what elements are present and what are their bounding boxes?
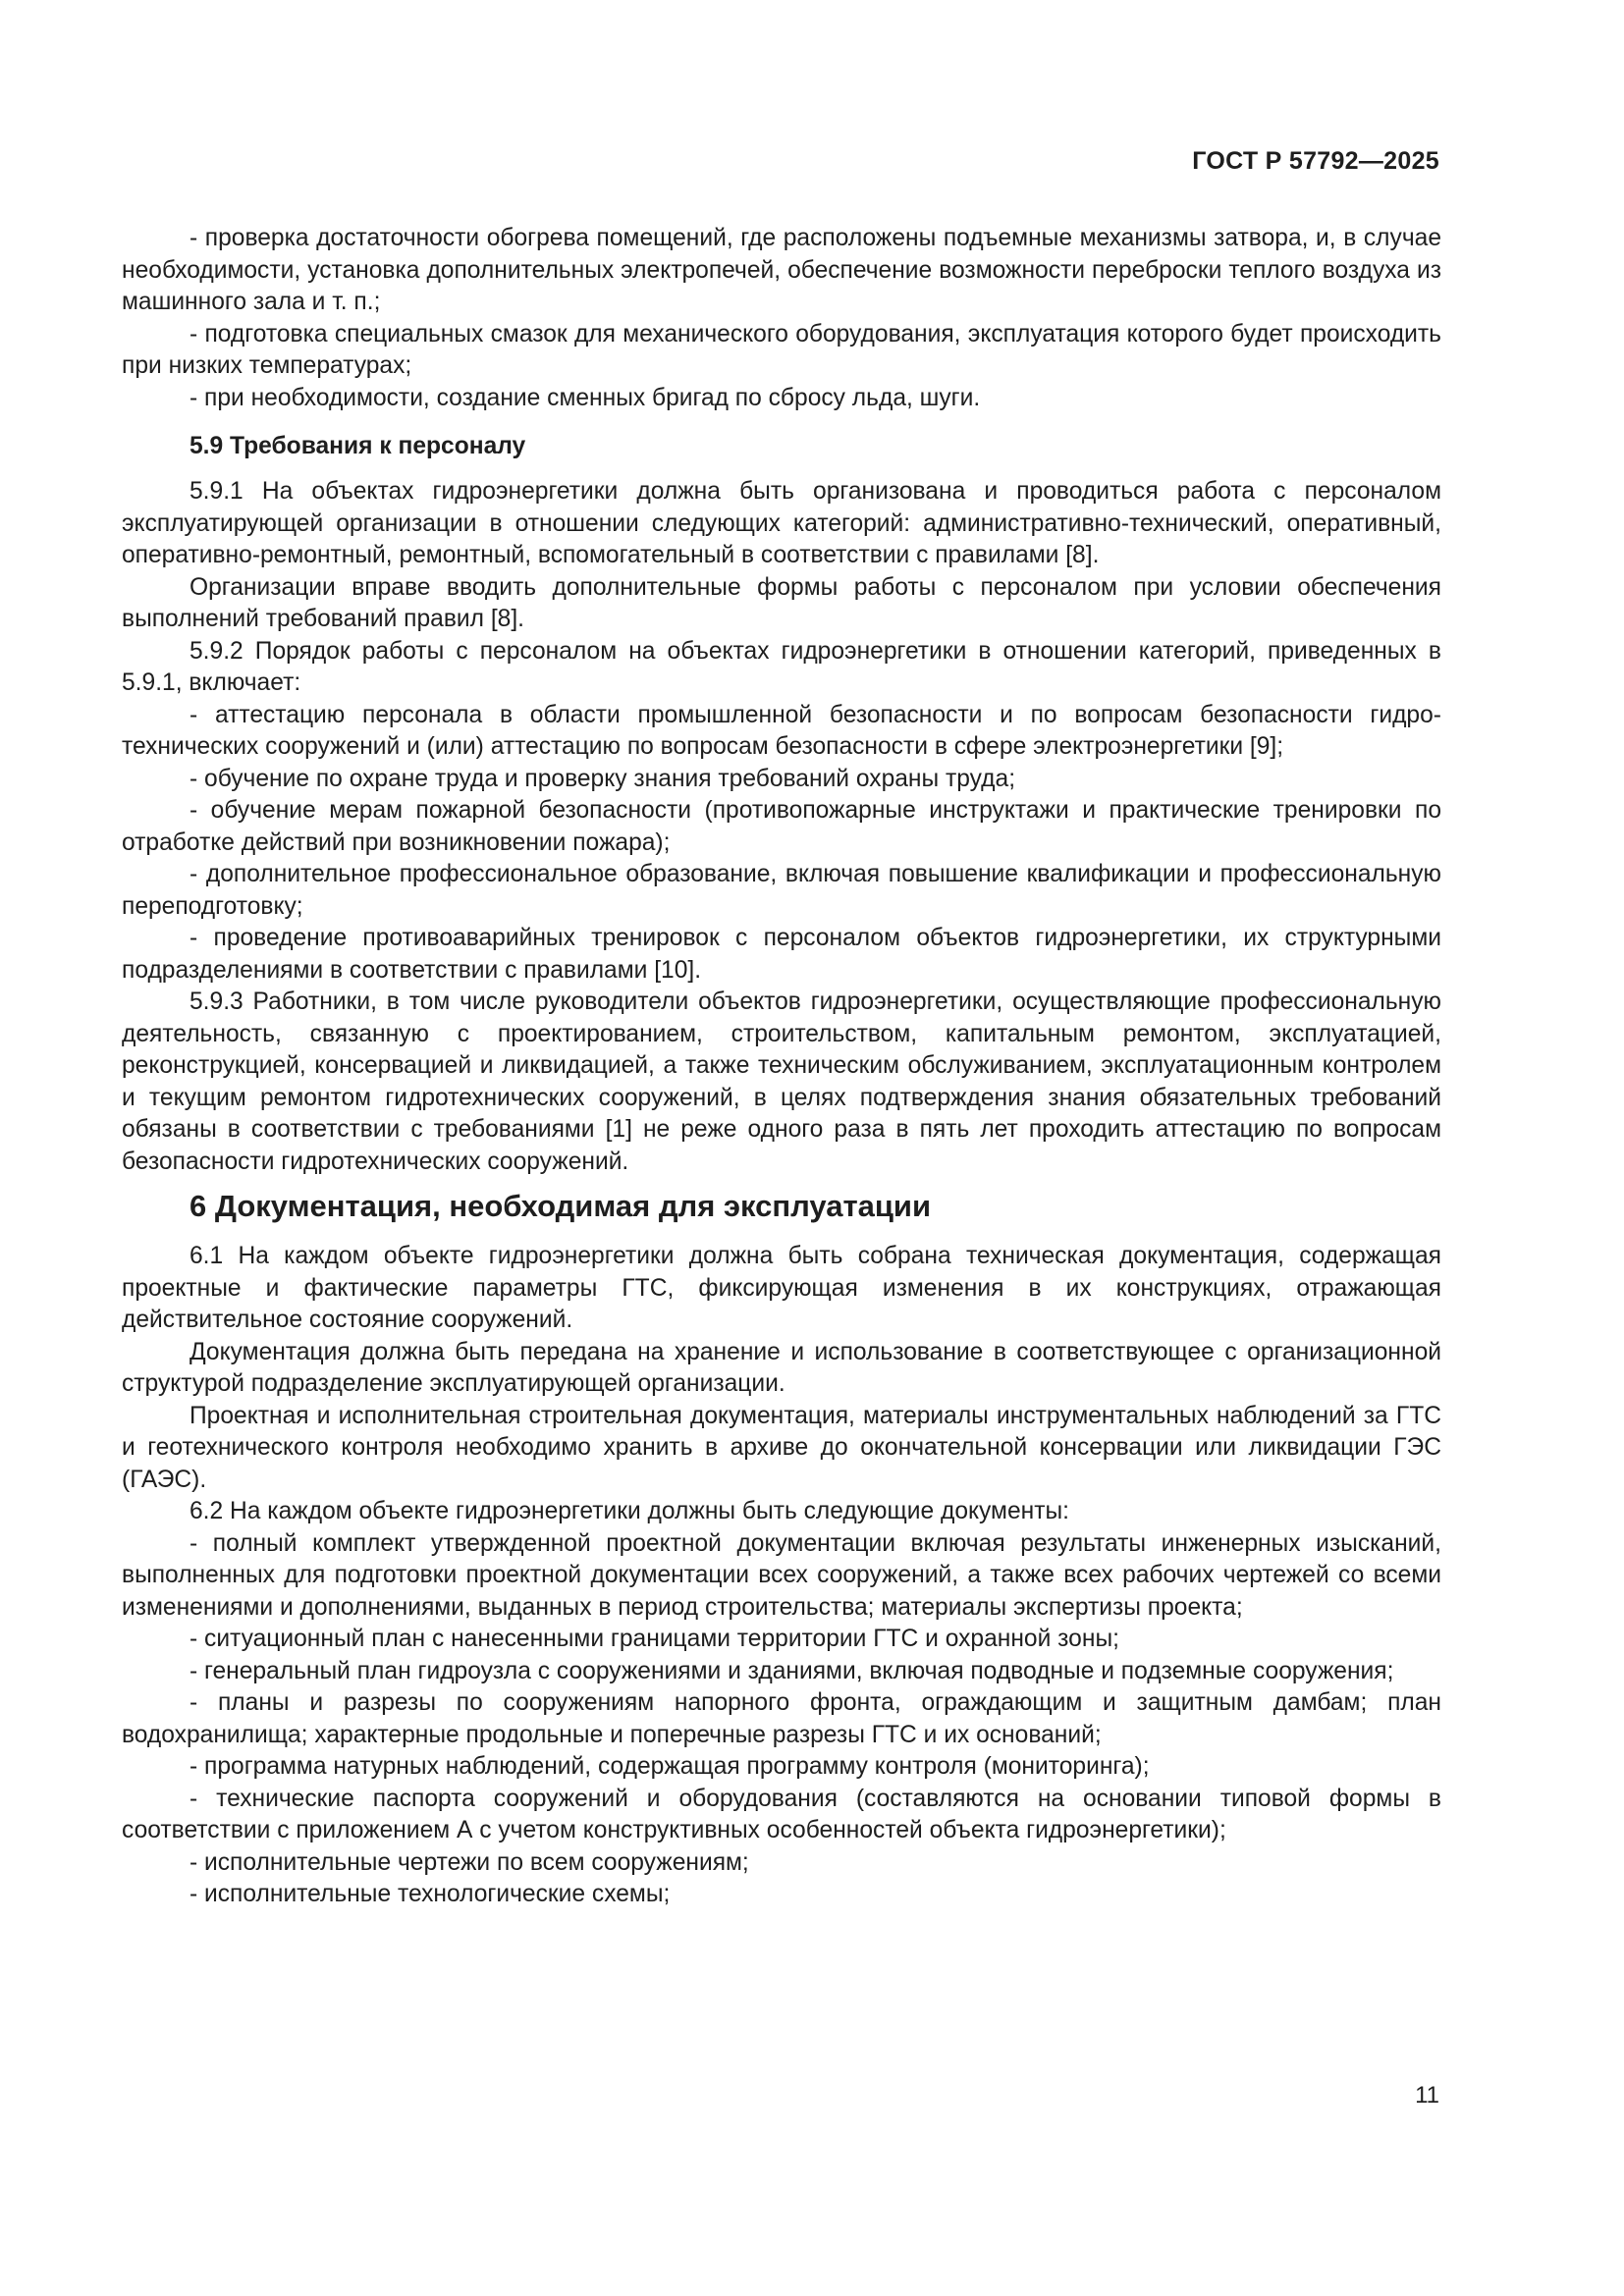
paragraph: - программа натурных наблюдений, содержащая программу контроля (мониторинга); (189, 1753, 1150, 1780)
paragraph: - проведение противоаварийных тренировок с персоналом объектов гидроэнергетики, их структурными подразделениями в соответствии с правилами [10]. (122, 925, 1441, 984)
paragraph: - обучение по охране труда и проверку знания требований охраны труда; (189, 765, 1016, 792)
paragraph: - обучение мерам пожарной безопасности (противопожарные инструктажи и практические тренировки по отработке действий при возникновении пожара); (122, 797, 1441, 856)
paragraph: Проектная и исполнительная строительная документация, материалы инструментальных наблюдений за ГТС и геотехнического контроля необходимо хранить в архиве до окончательной консервации или ликвидации ГЭС (ГАЭС). (122, 1402, 1441, 1493)
section-6-heading: 6 Документация, необходимая для эксплуатации (189, 1189, 932, 1223)
section-5-9-heading: 5.9 Требования к персоналу (189, 433, 526, 459)
paragraph: 6.2 На каждом объекте гидроэнергетики должны быть следующие документы: (189, 1498, 1069, 1524)
paragraph: - дополнительное профессиональное образование, включая повышение квалификации и профессиональную переподготовку; (122, 861, 1441, 920)
paragraph: 6.1 На каждом объекте гидроэнергетики должна быть собрана техническая документация, содержащая проектные и фактические параметры ГТС, фиксирующая изменения в их конструкциях, отражающая действительное состояние сооружений. (122, 1243, 1441, 1333)
paragraph: - при необходимости, создание сменных бригад по сбросу льда, шуги. (189, 384, 981, 411)
page-number: 11 (1415, 2082, 1439, 2109)
paragraph: - исполнительные технологические схемы; (189, 1881, 671, 1907)
paragraph: - аттестацию персонала в области промышленной безопасности и по вопросам безопасности гидротехнических сооружений и (или) аттестацию по вопросам безопасности в сфере электроэнергетики [9]; (122, 701, 1441, 760)
standard-number-header: ГОСТ Р 57792—2025 (1192, 147, 1439, 175)
paragraph: - исполнительные чертежи по всем сооружениям; (189, 1848, 749, 1876)
paragraph: - планы и разрезы по сооружениям напорного фронта, ограждающим и защитным дамбам; план водохранилища; характерные продольные и поперечные разрезы ГТС и их оснований; (122, 1689, 1441, 1748)
paragraph: 5.9.3 Работники, в том числе руководители объектов гидроэнергетики, осуществляющие профессиональную деятельность, связанную с проектированием, строительством, капитальным ремонтом, эксплуатацией, реконструкцией, консервацией и ликвидацией, а также техническим обслуживанием, эксплуатационным контролем и текущим ремонтом гидротехнических сооружений, в целях подтверждения знания обязательных требований обязаны в соответствии с требованиями [1] не реже одного раза в пять лет проходить аттестацию по вопросам безопасности гидротехнических сооружений. (122, 988, 1441, 1175)
paragraph: - генеральный план гидроузла с сооружениями и зданиями, включая подводные и подземные сооружения; (189, 1657, 1394, 1684)
paragraph: 5.9.2 Порядок работы с персоналом на объектах гидроэнергетики в отношении категорий, приведенных в 5.9.1, включает: (122, 637, 1441, 696)
paragraph: Организации вправе вводить дополнительные формы работы с персоналом при условии обеспечения выполнений требований правил [8]. (122, 573, 1441, 632)
paragraph: - полный комплект утвержденной проектной документации включая результаты инженерных изысканий, выполненных для подготовки проектной документации всех сооружений, а также всех рабочих чертежей со всеми изменениями и дополнениями, выданных в период строительства; материалы экспертизы проекта; (122, 1529, 1441, 1621)
paragraph: 5.9.1 На объектах гидроэнергетики должна быть организована и проводиться работа с персоналом эксплуатирующей организации в отношении следующих категорий: административно-технический, оперативный, оперативно-ремонтный, ремонтный, вспомогательный в соответствии с правилами [8]. (122, 478, 1441, 568)
paragraph: - ситуационный план с нанесенными границами территории ГТС и охранной зоны; (189, 1626, 1119, 1652)
paragraph: - проверка достаточности обогрева помещений, где расположены подъемные механизмы затвора, и, в случае необходимости, установка дополнительных электропечей, обеспечение возможности переброски теплого воздуха из машинного зала и т. п.; (122, 225, 1441, 315)
paragraph: - подготовка специальных смазок для механического оборудования, эксплуатация которого будет происходить при низких температурах; (122, 320, 1441, 379)
page-body (122, 223, 1441, 1911)
paragraph: - технические паспорта сооружений и оборудования (составляются на основании типовой формы в соответствии с приложением А с учетом конструктивных особенностей объекта гидроэнергетики); (122, 1785, 1441, 1843)
paragraph: Документация должна быть передана на хранение и использование в соответствующее с организационной структурой подразделение эксплуатирующей организации. (122, 1338, 1441, 1397)
